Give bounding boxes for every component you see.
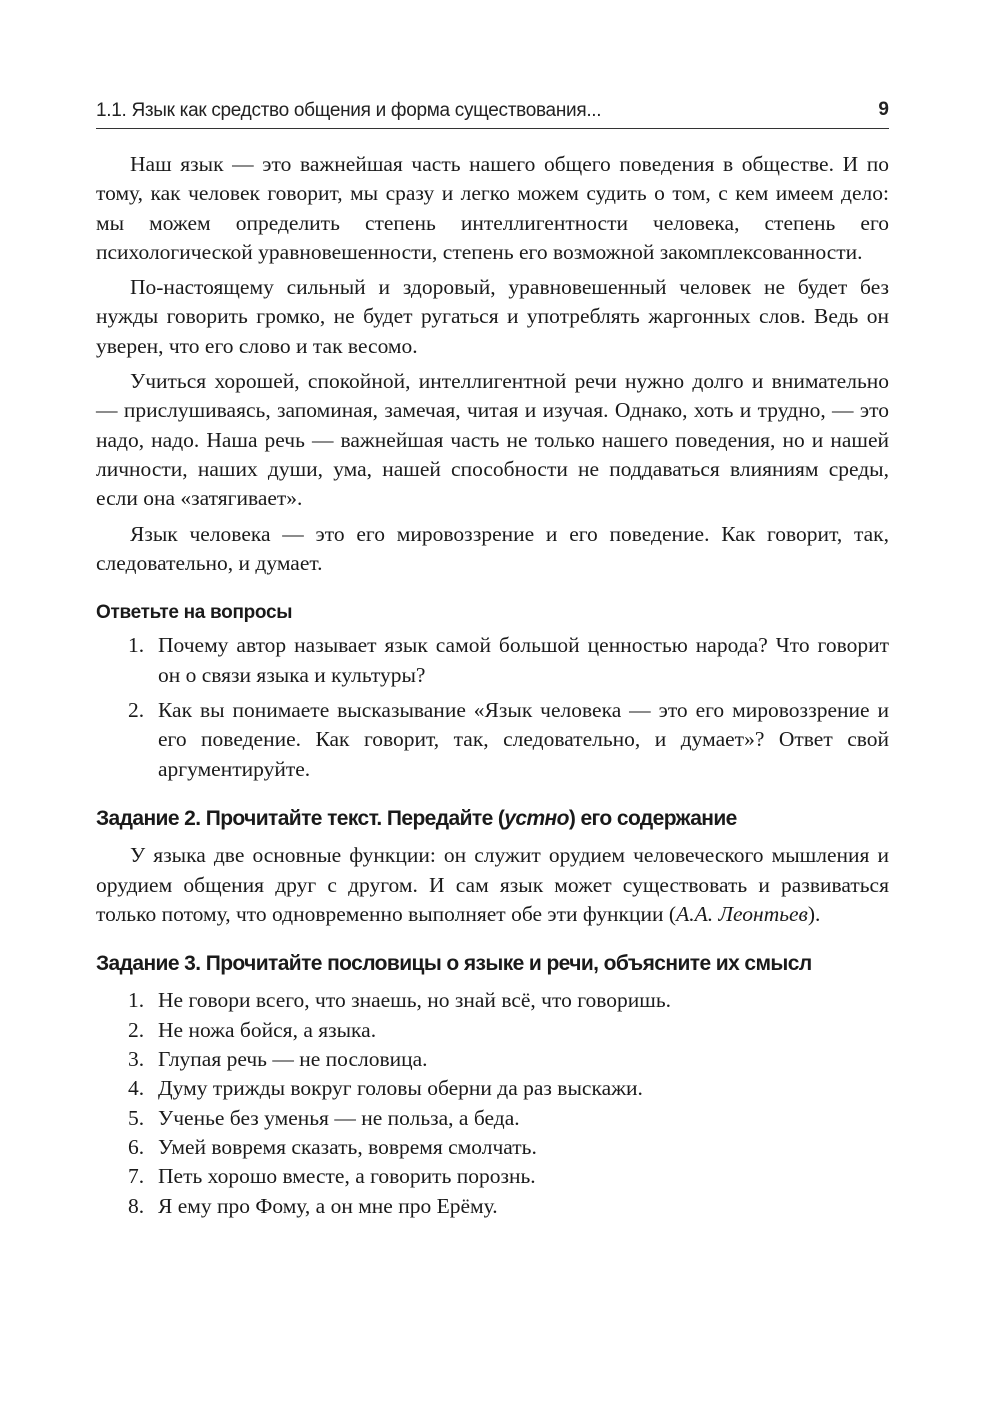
proverb-text: Ученье без уменья — не польза, а беда. <box>158 1105 520 1130</box>
paragraph-3: Учиться хорошей, спокойной, интеллигентной речи нужно долго и внимательно — прислушиваясь, запоминая, замечая, читая и изучая. Однако, хоть и трудно, — это надо, надо. Наша речь — важнейшая часть не только нашего поведения, но и нашей личности, наших души, ума, нашей способности не поддаваться влияниям среды, если она «затягивает». <box>96 369 889 511</box>
proverb-item <box>96 1133 889 1162</box>
task2-heading-start: Задание 2. Прочитайте текст. Передайте ( <box>96 806 505 830</box>
proverb-number: 7. <box>128 1164 145 1189</box>
question-text: Почему автор называет язык самой большой ценностью народа? Что говорит он о связи языка и культуры? <box>158 633 889 687</box>
page-number: 9 <box>878 99 889 120</box>
task2-heading <box>96 804 889 833</box>
proverb-number: 2. <box>128 1017 145 1042</box>
proverb-number: 6. <box>128 1134 145 1159</box>
proverb-number: 1. <box>128 988 145 1013</box>
paragraph-2: По-настоящему сильный и здоровый, уравновешенный человек не будет без нужды говорить громко, не будет ругаться и употреблять жаргонных слов. Ведь он уверен, что его слово и так весомо. <box>96 275 889 358</box>
proverb-number: 4. <box>128 1076 145 1101</box>
proverb-item <box>96 1074 889 1103</box>
running-header-title: 1.1. Язык как средство общения и форма существования... <box>96 100 602 121</box>
paragraph-4: Язык человека — это его мировоззрение и его поведение. Как говорит, так, следовательно, и думает. <box>96 521 889 575</box>
proverb-text: Глупая речь — не пословица. <box>158 1047 428 1072</box>
proverb-text: Думу трижды вокруг головы оберни да раз выскажи. <box>158 1076 643 1101</box>
proverb-number: 3. <box>128 1047 145 1072</box>
paragraph-1: Наш язык — это важнейшая часть нашего общего поведения в обществе. И по тому, как человек говорит, мы сразу и легко можем судить о том, с кем имеем дело: мы можем определить степень интеллигентности человека, степень его психологической уравновешенности, степень его возможной закомплексованности. <box>96 152 889 264</box>
proverb-text: Не говори всего, что знаешь, но знай всё, что говоришь. <box>158 988 672 1013</box>
questions-heading: Ответьте на вопросы <box>96 602 293 624</box>
proverbs-list <box>96 986 889 1220</box>
proverb-text: Не ножа бойся, а языка. <box>158 1017 377 1042</box>
proverb-text: Я ему про Фому, а он мне про Ерёму. <box>158 1193 498 1218</box>
question-item <box>96 631 889 690</box>
proverb-item <box>96 1192 889 1221</box>
proverb-item <box>96 986 889 1015</box>
running-header <box>96 96 889 129</box>
proverb-text: Петь хорошо вместе, а говорить порознь. <box>158 1164 536 1189</box>
question-number: 1. <box>128 633 145 658</box>
task2-heading-italic: устно <box>504 806 569 830</box>
proverb-number: 5. <box>128 1105 145 1130</box>
questions-list <box>96 631 889 783</box>
task3-heading: Задание 3. Прочитайте пословицы о языке и речи, объясните их смысл <box>96 952 812 976</box>
question-item <box>96 696 889 784</box>
proverb-item <box>96 1104 889 1133</box>
proverb-item <box>96 1016 889 1045</box>
question-number: 2. <box>128 698 145 723</box>
task2-text-end: ). <box>807 901 821 926</box>
task2-text-main: У языка две основные функции: он служит орудием человеческого мышления и орудием общения друг с другом. И сам язык может существовать и развиваться только потому, что одновременно выполняет обе эти функции ( <box>96 843 889 926</box>
question-text: Как вы понимаете высказывание «Язык человека — это его мировоззрение и его поведение. Как говорит, так, следовательно, и думает»? Ответ свой аргументируйте. <box>158 698 889 781</box>
proverb-item <box>96 1045 889 1074</box>
body-text <box>96 150 889 1221</box>
task2-heading-end: ) его содержание <box>568 806 737 830</box>
task2-text <box>96 841 889 929</box>
task2-author: А.А. Леонтьев <box>676 901 808 926</box>
proverb-item <box>96 1162 889 1191</box>
proverb-text: Умей вовремя сказать, вовремя смолчать. <box>158 1134 537 1159</box>
proverb-number: 8. <box>128 1193 145 1218</box>
